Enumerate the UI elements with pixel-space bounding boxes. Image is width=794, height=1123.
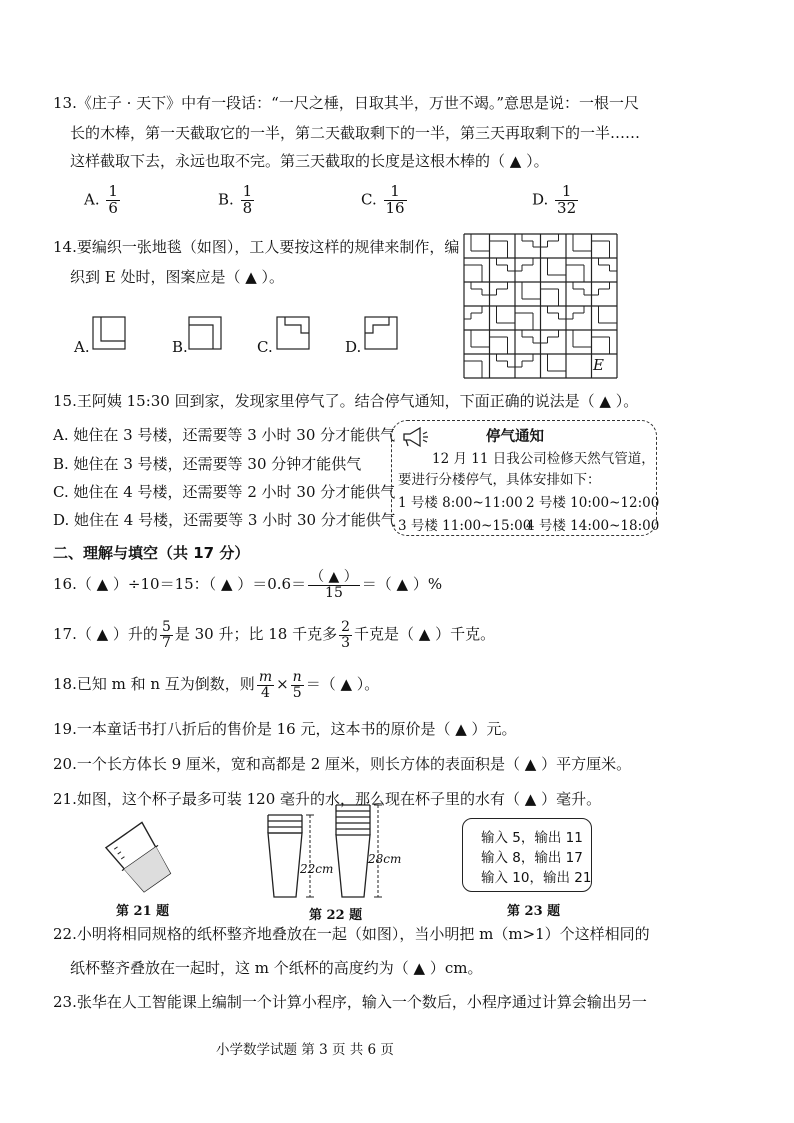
fraction-numerator: 2	[341, 619, 351, 635]
q17-part1: 17.（ ▲ ）升的	[53, 625, 158, 644]
fraction-numerator: m	[258, 669, 273, 685]
q19: 19.一本童话书打八折后的售价是 16 元，这本书的原价是（ ▲ ）元。	[53, 720, 517, 738]
io-line-2: 输入 8，输出 17	[481, 850, 583, 866]
q15-option-c: C. 她住在 4 号楼，还需要等 2 小时 30 分才能供气	[53, 483, 396, 501]
q14-option-b-pattern	[188, 316, 222, 350]
q16-part2: ＝（ ▲ ）%	[361, 575, 443, 594]
q17	[53, 620, 495, 650]
io-line-1: 输入 5，输出 11	[481, 830, 583, 846]
q15-option-b: B. 她住在 3 号楼，还需要等 30 分钟才能供气	[53, 455, 362, 473]
q13-option-b	[218, 184, 256, 217]
q15-option-a: A. 她住在 3 号楼，还需要等 3 小时 30 分才能供气	[53, 426, 396, 444]
caption-21: 第 21 题	[116, 904, 170, 919]
option-label: D.	[532, 190, 549, 209]
fraction-denominator: 15	[308, 585, 360, 601]
tilted-cup-figure	[100, 818, 180, 898]
height-label-22: 22cm	[300, 862, 334, 876]
fraction-numerator: 1	[242, 182, 253, 200]
fraction-numerator: n	[292, 669, 302, 685]
fraction-denominator: 6	[108, 198, 118, 217]
fraction-denominator: 5	[291, 685, 304, 701]
io-box	[462, 818, 592, 892]
q14-option-a-label: A.	[74, 338, 90, 356]
fraction-numerator: 1	[108, 182, 118, 200]
q18	[53, 670, 379, 700]
q23: 23.张华在人工智能课上编制一个计算小程序，输入一个数后，小程序通过计算会输出另一	[53, 993, 647, 1011]
q13-line1: 13.《庄子 · 天下》中有一段话：“一尺之棰，日取其半，万世不竭。”意思是说：一根一尺	[53, 94, 639, 112]
q14-option-d-label: D.	[345, 338, 362, 356]
caption-22: 第 22 题	[309, 908, 363, 923]
q13-line3: 这样截取下去，永远也取不完。第三天截取的长度是这根木棒的（ ▲ ）。	[70, 152, 549, 170]
notice-body2: 要进行分楼停气，具体安排如下：	[398, 472, 601, 488]
notice-body1: 12 月 11 日我公司检修天然气管道，	[432, 451, 655, 467]
fraction-denominator: 16	[385, 198, 405, 217]
q18-part2: ＝（ ▲ ）。	[305, 675, 380, 694]
notice-row1b: 2 号楼 10:00~12:00	[526, 495, 660, 511]
times-sign: ×	[276, 675, 289, 694]
option-label: B.	[218, 190, 234, 209]
q22-line2: 纸杯整齐叠放在一起时，这 m 个纸杯的高度约为（ ▲ ）cm。	[70, 959, 483, 977]
page-footer: 小学数学试题 第 3 页 共 6 页	[216, 1042, 394, 1058]
fraction-denominator: 4	[257, 685, 274, 701]
notice-row2b: 4 号楼 14:00~18:00	[526, 518, 660, 534]
q14-option-b-label: B.	[172, 338, 188, 356]
fraction-numerator: 1	[561, 182, 572, 200]
q13-option-a	[84, 184, 122, 217]
q14-option-a-pattern	[92, 316, 126, 350]
q15-option-d: D. 她住在 4 号楼，还需要等 3 小时 30 分才能供气	[53, 511, 396, 529]
q14-line2: 织到 E 处时，图案应是（ ▲ ）。	[70, 268, 285, 286]
q14-option-c-pattern	[276, 316, 310, 350]
notice-row1a: 1 号楼 8:00~11:00	[398, 495, 523, 511]
io-line-3: 输入 10，输出 21	[481, 870, 592, 886]
q13-option-c	[361, 184, 409, 217]
q13-line2: 长的木棒，第一天截取它的一半，第二天截取剩下的一半，第三天再取剩下的一半……	[70, 124, 641, 142]
notice-row2a: 3 号楼 11:00~15:00	[398, 518, 532, 534]
q18-part1: 18.已知 m 和 n 互为倒数，则	[53, 675, 255, 694]
q21: 21.如图，这个杯子最多可装 120 毫升的水，那么现在杯子里的水有（ ▲ ）毫升。	[53, 790, 602, 808]
q14-option-c-label: C.	[257, 338, 273, 356]
option-label: A.	[84, 190, 100, 209]
caption-23: 第 23 题	[507, 904, 561, 919]
grid-label-e: E	[593, 356, 604, 374]
fraction-denominator: 7	[161, 634, 171, 651]
megaphone-icon	[402, 427, 430, 447]
q14-line1: 14.要编织一张地毯（如图），工人要按这样的规律来制作，编	[53, 238, 460, 256]
height-label-28: 28cm	[368, 852, 402, 866]
q20: 20.一个长方体长 9 厘米，宽和高都是 2 厘米，则长方体的表面积是（ ▲ ）平方厘米。	[53, 755, 632, 773]
fraction-denominator: 32	[557, 198, 577, 217]
q15-line1: 15.王阿姨 15:30 回到家，发现家里停气了。结合停气通知，下面正确的说法是（ ▲ ）。	[53, 392, 639, 410]
q22-line1: 22.小明将相同规格的纸杯整齐地叠放在一起（如图），当小明把 m（m>1）个这样相同的	[53, 925, 650, 943]
q17-part3: 千克是（ ▲ ）千克。	[354, 625, 496, 644]
notice-title: 停气通知	[486, 428, 544, 445]
option-label: C.	[361, 190, 377, 209]
gas-notice	[391, 420, 660, 536]
q16	[53, 570, 442, 600]
fraction-numerator: （ ▲ ）	[310, 569, 358, 585]
q14-option-d-pattern	[364, 316, 398, 350]
section-title: 二、理解与填空（共 17 分）	[53, 544, 250, 562]
fraction-numerator: 1	[390, 182, 400, 200]
fraction-numerator: 5	[161, 619, 171, 635]
fraction-denominator: 8	[242, 198, 253, 217]
fraction-denominator: 3	[341, 634, 351, 651]
q16-part1: 16.（ ▲ ）÷10＝15：（ ▲ ）＝0.6＝	[53, 575, 307, 594]
q13-option-d	[532, 184, 580, 217]
q17-part2: 是 30 升；比 18 千克多	[174, 625, 338, 644]
